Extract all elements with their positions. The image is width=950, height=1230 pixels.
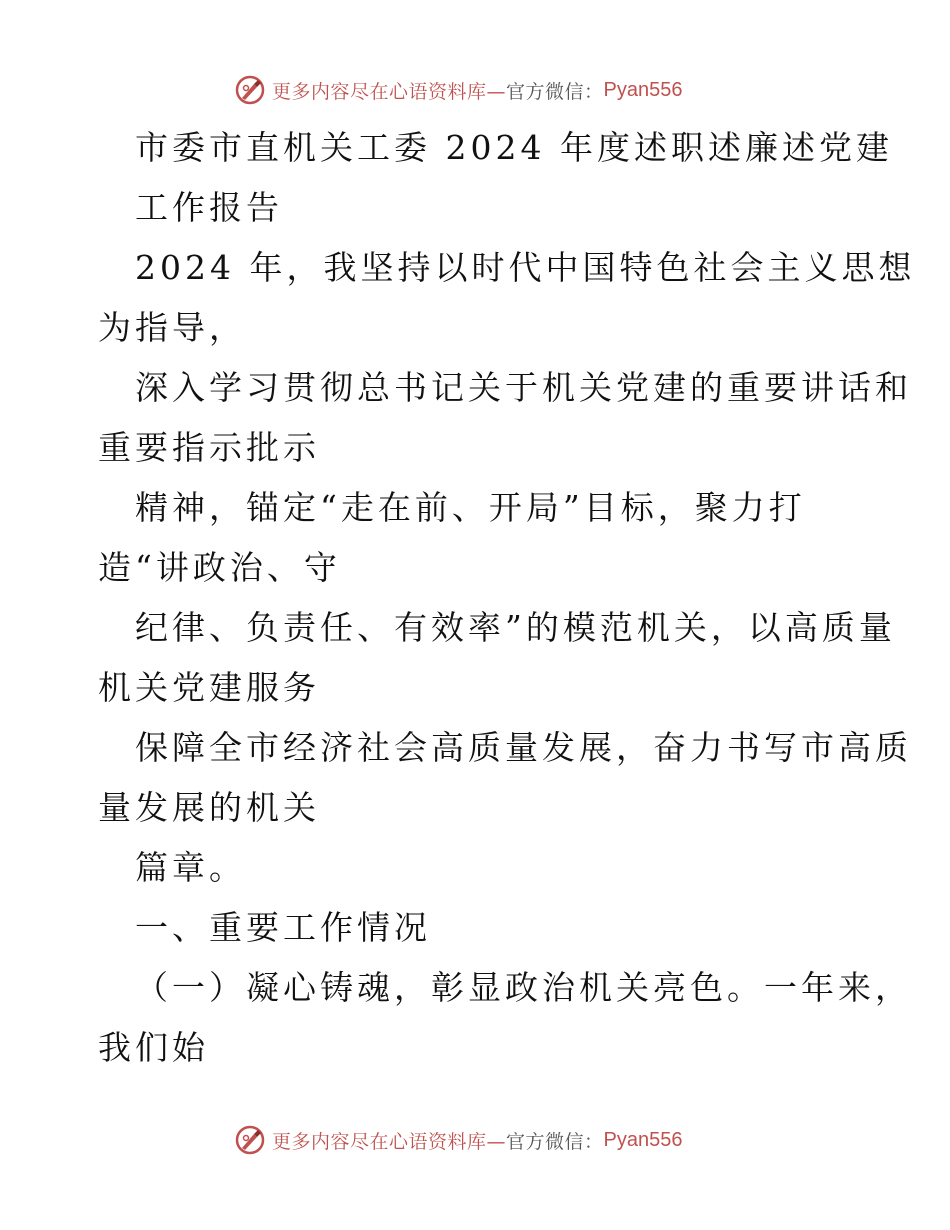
doc-line: 保障全市经济社会高质量发展，奋力书写市高质 [135, 728, 912, 767]
watermark-wechat-id: Pyan556 [603, 78, 683, 101]
pen-logo-icon [234, 74, 266, 106]
doc-line: 我们始 [98, 1028, 209, 1067]
watermark-wechat-label: 官方微信： [506, 1130, 604, 1153]
watermark-site-text: 更多内容尽在心语资料库— [272, 1130, 507, 1153]
doc-line: （一）凝心铸魂，彰显政治机关亮色。一年来， [135, 968, 912, 1007]
doc-line: 重要指示批示 [98, 428, 320, 467]
doc-line: 为指导， [98, 308, 246, 347]
section-heading: 一、重要工作情况 [135, 908, 431, 947]
doc-line: 量发展的机关 [98, 788, 320, 827]
doc-line: 机关党建服务 [98, 668, 320, 707]
watermark-site-text: 更多内容尽在心语资料库— [272, 80, 507, 103]
pen-logo-icon [234, 1124, 266, 1156]
doc-line: 2024 年，我坚持以时代中国特色社会主义思想 [135, 248, 916, 287]
doc-line: 深入学习贯彻总书记关于机关党建的重要讲话和 [135, 368, 912, 407]
footer-watermark [234, 1120, 683, 1160]
header-watermark [234, 70, 683, 110]
doc-line: 工作报告 [135, 188, 283, 227]
document-body [98, 118, 916, 1078]
doc-line: 纪律、负责任、有效率”的模范机关，以高质量 [135, 608, 896, 647]
watermark-wechat-id: Pyan556 [603, 1128, 683, 1151]
doc-line: 市委市直机关工委 2024 年度述职述廉述党建 [135, 128, 893, 167]
watermark-wechat-label: 官方微信： [506, 80, 604, 103]
doc-line: 精神，锚定“走在前、开局”目标，聚力打 [135, 488, 806, 527]
doc-line: 篇章。 [135, 848, 246, 887]
doc-line: 造“讲政治、守 [98, 548, 341, 587]
